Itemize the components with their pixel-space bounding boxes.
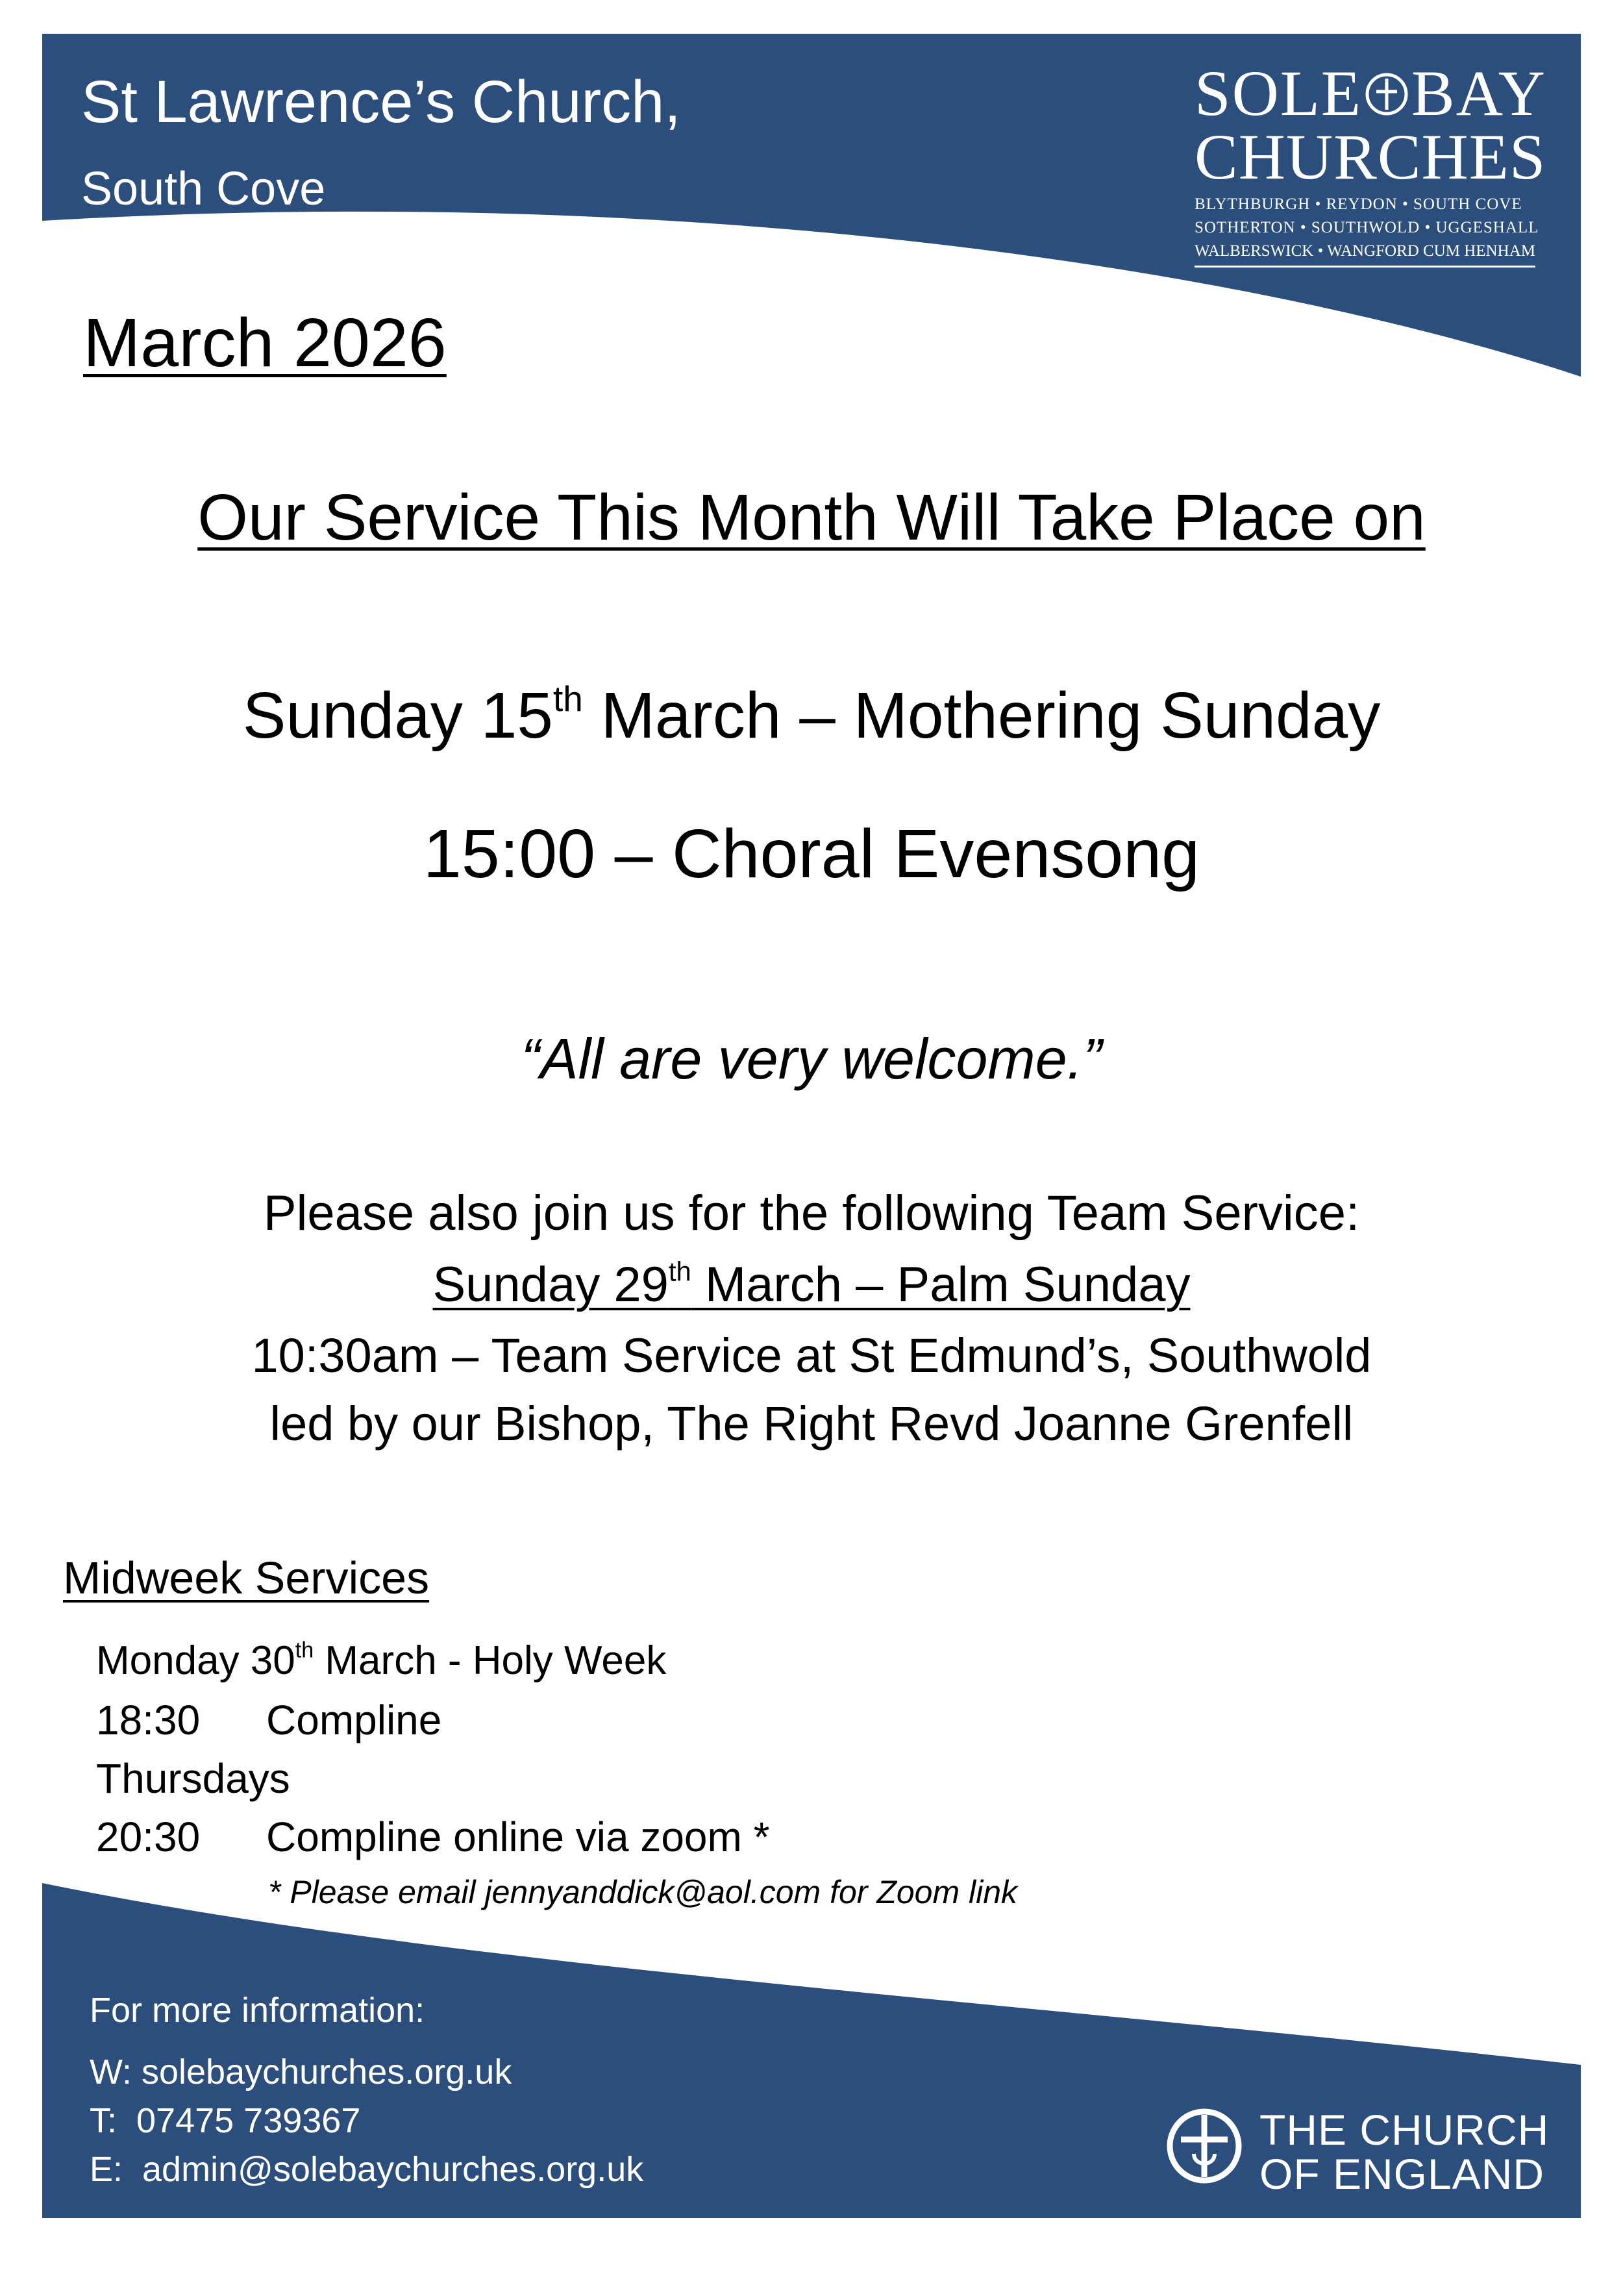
footer-email: E: admin@solebaychurches.org.uk xyxy=(90,2150,644,2189)
midweek-row1-label: Compline xyxy=(266,1697,442,1743)
service-heading-text: Our Service This Month Will Take Place on xyxy=(197,481,1426,554)
service-heading xyxy=(0,480,1623,555)
team-service-line1: 10:30am – Team Service at St Edmund’s, Southwold xyxy=(251,1329,1372,1382)
midweek-row2-label: Compline online via zoom * xyxy=(266,1814,770,1860)
logo-churches: CHURCHES xyxy=(1195,121,1546,193)
logo-parishes-1: BLYTHBURGH • REYDON • SOUTH COVE xyxy=(1195,195,1522,213)
midweek-holy-week xyxy=(96,1638,666,1684)
church-location: South Cove xyxy=(81,163,326,215)
month-heading: March 2026 xyxy=(83,305,447,381)
main-service-time: 15:00 – Choral Evensong xyxy=(423,816,1200,892)
logo-parishes-3: WALBERSWICK • WANGFORD CUM HENHAM xyxy=(1195,240,1535,268)
coe-line2: OF ENGLAND xyxy=(1259,2150,1545,2198)
main-service-ordinal: th xyxy=(552,678,583,719)
midweek-heading: Midweek Services xyxy=(63,1553,430,1603)
footer-phone: T: 07475 739367 xyxy=(90,2101,361,2140)
team-service-date xyxy=(0,1256,1623,1313)
team-service-line2: led by our Bishop, The Right Revd Joanne Grenfell xyxy=(269,1397,1354,1451)
team-service-occasion: March – Palm Sunday xyxy=(691,1257,1191,1312)
zoom-note: * Please email jennyanddick@aol.com for Zoom link xyxy=(268,1874,1018,1910)
team-service-day: Sunday 29 xyxy=(432,1257,669,1312)
main-service-date xyxy=(0,679,1623,753)
logo-bay: BAY xyxy=(1411,57,1546,129)
holy-week-day: Monday 30 xyxy=(96,1638,295,1683)
main-service-occasion: March – Mothering Sunday xyxy=(582,679,1381,752)
logo-sole: SOLE xyxy=(1195,57,1362,129)
welcome-quote: “All are very welcome.” xyxy=(521,1027,1102,1091)
coe-line1: THE CHURCH xyxy=(1259,2106,1550,2154)
team-service-ordinal: th xyxy=(668,1256,691,1287)
logo-parishes-2: SOTHERTON • SOUTHWOLD • UGGESHALL xyxy=(1195,219,1539,236)
midweek-thursdays: Thursdays xyxy=(96,1755,290,1802)
team-service-date-text xyxy=(432,1257,1190,1312)
holy-week-ordinal: th xyxy=(295,1638,314,1663)
midweek-row1-time: 18:30 xyxy=(96,1697,201,1743)
church-name: St Lawrence’s Church, xyxy=(81,69,681,135)
team-service-intro: Please also join us for the following Team Service: xyxy=(263,1186,1360,1241)
midweek-row2-time: 20:30 xyxy=(96,1814,201,1860)
church-of-england-cross-icon xyxy=(1165,2107,1243,2185)
holy-week-label: March - Holy Week xyxy=(314,1638,667,1683)
sole-bay-logo xyxy=(1195,57,1552,268)
main-service-day: Sunday 15 xyxy=(242,679,553,752)
footer-website: W: solebaychurches.org.uk xyxy=(90,2053,512,2091)
cross-circle-icon xyxy=(1365,72,1409,116)
footer-more-info: For more information: xyxy=(90,1991,425,2030)
